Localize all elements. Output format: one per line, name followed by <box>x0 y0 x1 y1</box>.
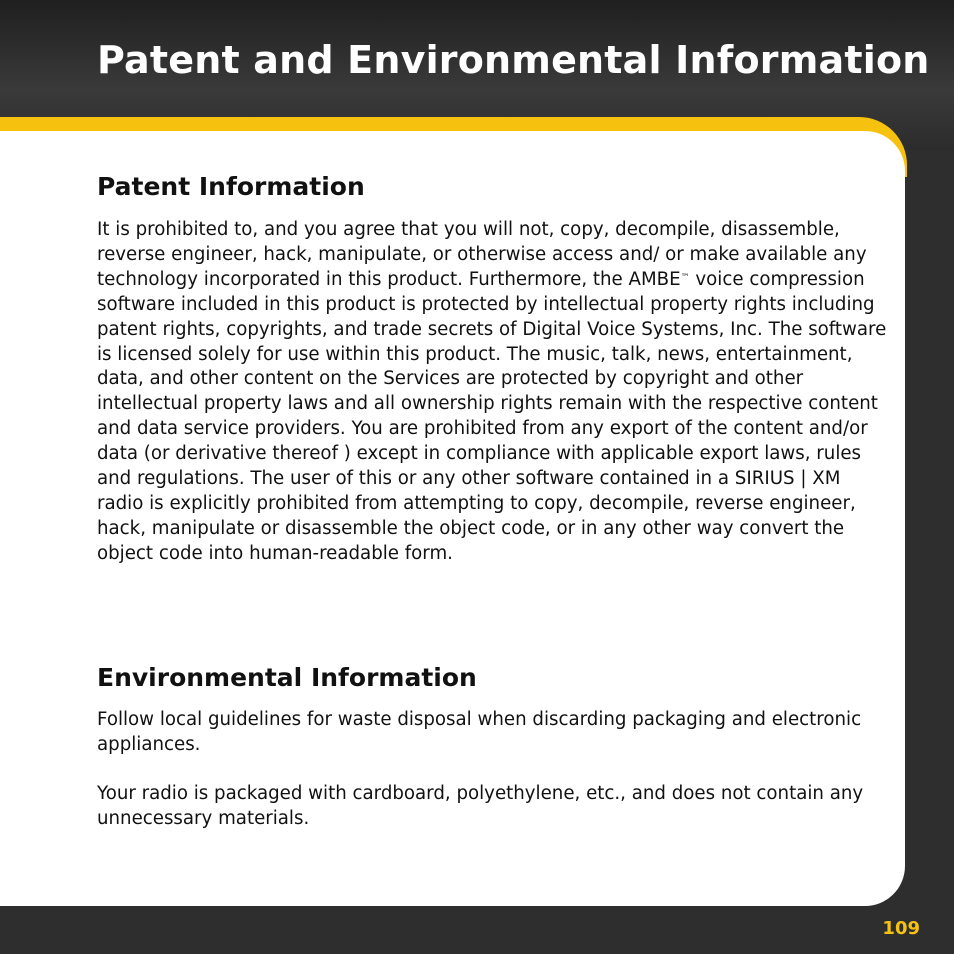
environmental-paragraph-2: Your radio is packaged with cardboard, polyethylene, etc., and does not contain any unnecessary materials. <box>97 783 864 829</box>
environmental-paragraph-1: Follow local guidelines for waste disposal when discarding packaging and electronic appliances. <box>97 709 862 755</box>
trademark-symbol: ™ <box>680 272 690 283</box>
patent-body-text-2: voice compression software included in this product is protected by intellectual property rights including patent rights, copyrights, and trade secrets of Digital Voice Systems, Inc. The software is licensed solely for use within this product. The music, talk, news, entertainment, data, and other content on the Services are protected by copyright and other intellectual property laws and all ownership rights remain with the respective content and data service providers. You are prohibited from any export of the content and/or data (or derivative thereof ) except in compliance with applicable export laws, rules and regulations. The user of this or any other software contained in a SIRIUS | XM radio is explicitly prohibited from attempting to copy, decompile, reverse engineer, hack, manipulate or disassemble the object code, or in any other way convert the object code into human-readable form. <box>97 268 887 564</box>
patent-heading: Patent Information <box>97 172 365 201</box>
page-number: 109 <box>882 918 920 939</box>
patent-body <box>97 218 887 567</box>
page-title: Patent and Environmental Information <box>97 38 930 82</box>
environmental-heading: Environmental Information <box>97 663 477 692</box>
patent-body-text-1: It is prohibited to, and you agree that you will not, copy, decompile, disassemble, reverse engineer, hack, manipulate, or otherwise access and/ or make available any technology incorporated in this product. Furthermore, the AMBE <box>97 219 867 290</box>
